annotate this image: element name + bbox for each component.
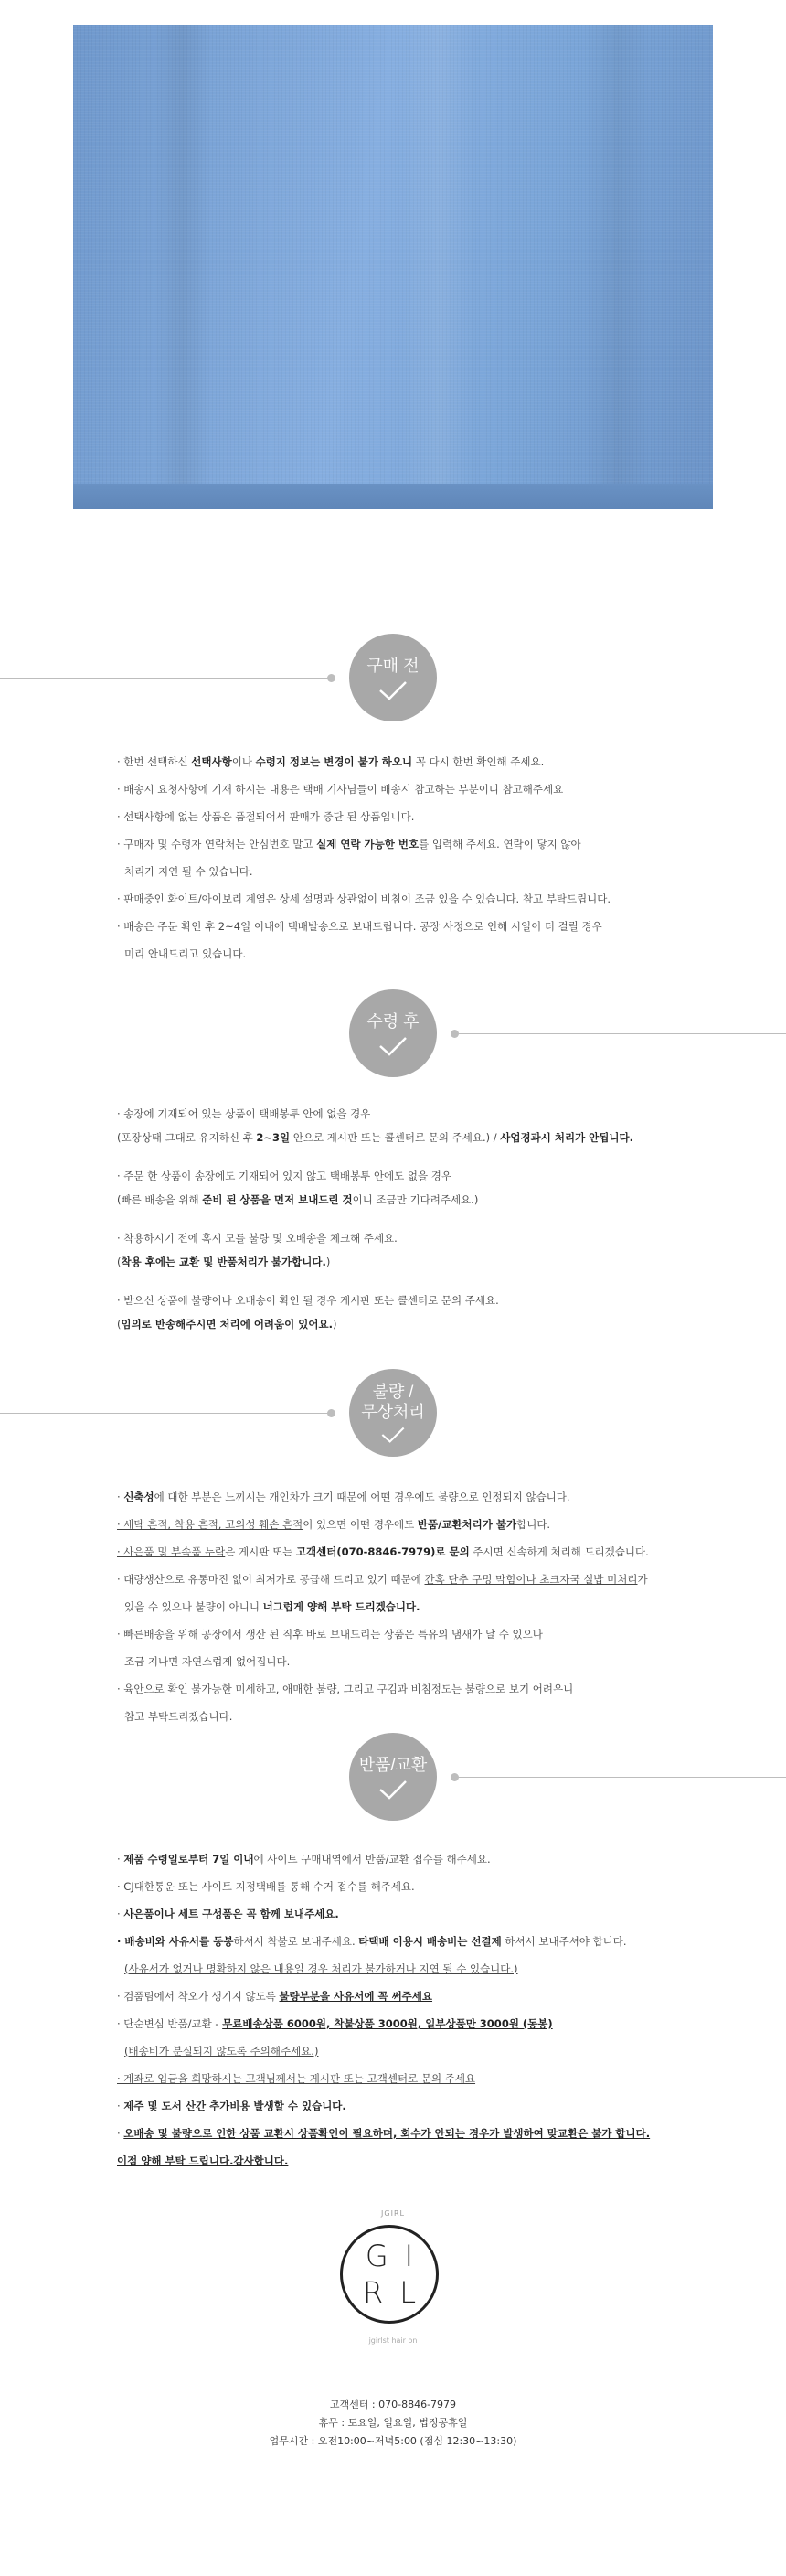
section-title-line1: 불량 / — [372, 1383, 414, 1401]
contact-holidays: 휴무 : 토요일, 일요일, 법정공휴일 — [318, 2417, 468, 2429]
note-line: (배송비가 분실되지 않도록 주의해주세요.) — [124, 2045, 319, 2058]
note-line: (임의로 반송해주시면 처리에 어려움이 있어요.) — [117, 1318, 337, 1331]
note-line: 있을 수 있으나 불량이 아니니 너그럽게 양해 부탁 드리겠습니다. — [124, 1600, 420, 1613]
contact-phone: 고객센터 : 070-8846-7979 — [329, 2399, 457, 2410]
brand-small-text: JGIRL — [381, 2209, 405, 2218]
check-icon — [377, 1426, 409, 1444]
note-line: · 대량생산으로 유통마진 없이 최저가로 공급해 드리고 있기 때문에 간혹 단추 구멍 막힘이나 초크자국 실밥 미처리가 — [117, 1573, 648, 1586]
product-fabric-photo — [73, 25, 713, 509]
section-title: 구매 전 — [366, 657, 420, 675]
note-line: · 배송은 주문 확인 후 2~4일 이내에 택배발송으로 보내드립니다. 공장 사정으로 인해 시일이 더 걸릴 경우 — [117, 920, 602, 933]
contact-hours: 업무시간 : 오전10:00~저녁5:00 (점심 12:30~13:30) — [269, 2435, 517, 2447]
check-icon — [377, 1779, 409, 1801]
note-line: · 사은품 및 부속품 누락은 게시판 또는 고객센터(070-8846-7979)로 문의 주시면 신속하게 처리해 드리겠습니다. — [117, 1545, 649, 1558]
note-line: · 제품 수령일로부터 7일 이내에 사이트 구매내역에서 반품/교환 접수를 해주세요. — [117, 1853, 491, 1865]
note-line: · CJ대한통운 또는 사이트 지정택배를 통해 수거 접수를 해주세요. — [117, 1880, 415, 1893]
note-line: (포장상태 그대로 유지하신 후 2~3일 안으로 게시판 또는 콜센터로 문의 주세요.) / 사업경과시 처리가 안됩니다. — [117, 1131, 633, 1144]
section-title-line2: 무상처리 — [361, 1403, 425, 1421]
note-line: · 제주 및 도서 산간 추가비용 발생할 수 있습니다. — [117, 2100, 346, 2112]
note-line: · 한번 선택하신 선택사항이나 수령지 정보는 변경이 불가 하오니 꼭 다시 한번 확인해 주세요. — [117, 755, 545, 768]
divider-dot — [327, 674, 335, 682]
divider-dot — [451, 1773, 459, 1781]
section-title: 반품/교환 — [358, 1756, 428, 1774]
note-line: · 신축성에 대한 부분은 느끼시는 개인차가 크기 때문에 어떤 경우에도 불량으로 인정되지 않습니다. — [117, 1491, 570, 1503]
section-title: 수령 후 — [366, 1012, 420, 1031]
note-line: · 사은품이나 세트 구성품은 꼭 함께 보내주세요. — [117, 1908, 339, 1920]
divider-line — [0, 678, 331, 679]
note-line: · 육안으로 확인 불가능한 미세하고, 애매한 불량, 그리고 구김과 비침정도는 불량으로 보기 어려우니 — [117, 1683, 574, 1695]
brand-tagline: jgirlst hair on — [368, 2336, 418, 2345]
return-exchange-notes — [117, 1845, 702, 2175]
note-line: · 판매중인 화이트/아이보리 계열은 상세 설명과 상관없이 비침이 조금 있을 수 있습니다. 참고 부탁드립니다. — [117, 893, 611, 905]
note-line: 조금 지나면 자연스럽게 없어집니다. — [124, 1655, 291, 1668]
section-badge-after-receipt — [349, 989, 437, 1077]
note-line: 참고 부탁드리겠습니다. — [124, 1710, 233, 1723]
contact-info — [0, 2396, 786, 2451]
before-purchase-notes — [117, 748, 702, 967]
note-line: · 계좌로 입금을 희망하시는 고객님께서는 게시판 또는 고객센터로 문의 주세요 — [117, 2072, 476, 2085]
note-line: · 받으신 상품에 불량이나 오배송이 확인 될 경우 게시판 또는 콜센터로 문의 주세요. — [117, 1294, 499, 1307]
note-line: · 선택사항에 없는 상품은 품절되어서 판매가 중단 된 상품입니다. — [117, 810, 415, 823]
note-line: 미리 안내드리고 있습니다. — [124, 947, 247, 960]
check-icon — [377, 679, 409, 701]
divider-dot — [327, 1409, 335, 1417]
note-line: · 배송시 요청사항에 기재 하시는 내용은 택배 기사님들이 배송시 참고하는 부분이니 참고해주세요 — [117, 783, 564, 796]
brand-logo — [340, 2225, 439, 2324]
note-line: · 오배송 및 불량으로 인한 상품 교환시 상품확인이 필요하며, 회수가 안되는 경우가 발생하여 맞교환은 불가 합니다. — [117, 2127, 651, 2140]
section-badge-before-purchase — [349, 634, 437, 721]
note-line: (빠른 배송을 위해 준비 된 상품을 먼저 보내드린 것이니 조금만 기다려주세요.) — [117, 1193, 479, 1206]
divider-dot — [451, 1030, 459, 1038]
note-line: · 배송비와 사유서를 동봉하셔서 착불로 보내주세요. 타택배 이용시 배송비는 선결제 하셔서 보내주셔야 합니다. — [117, 1935, 627, 1948]
section-badge-defect — [349, 1369, 437, 1457]
defect-notes — [117, 1483, 702, 1730]
after-receipt-notes — [117, 1102, 702, 1336]
divider-line — [0, 1413, 331, 1414]
note-line: · 송장에 기재되어 있는 상품이 택배봉투 안에 없을 경우 — [117, 1107, 371, 1120]
note-line: · 단순변심 반품/교환 - 무료배송상품 6000원, 착불상품 3000원, 일부상품만 3000원 (동봉) — [117, 2017, 553, 2030]
logo-line1: GI — [365, 2239, 430, 2273]
note-line: 이점 양해 부탁 드립니다.감사합니다. — [117, 2154, 289, 2167]
note-line: · 착용하시기 전에 혹시 모를 불량 및 오배송을 체크해 주세요. — [117, 1232, 398, 1245]
note-line: (사유서가 없거나 명확하지 않은 내용일 경우 처리가 불가하거나 지연 될 수 있습니다.) — [124, 1962, 518, 1975]
logo-line2: RL — [362, 2275, 433, 2310]
note-line: · 주문 한 상품이 송장에도 기재되어 있지 않고 택배봉투 안에도 없을 경우 — [117, 1170, 452, 1182]
note-line: · 구매자 및 수령자 연락처는 안심번호 말고 실제 연락 가능한 번호를 입력해 주세요. 연락이 닿지 않아 — [117, 838, 581, 850]
check-icon — [377, 1035, 409, 1057]
note-line: · 세탁 흔적, 착용 흔적, 고의성 훼손 흔적이 있으면 어떤 경우에도 반품/교환처리가 불가합니다. — [117, 1518, 551, 1531]
note-line: · 빠른배송을 위해 공장에서 생산 된 직후 바로 보내드리는 상품은 특유의 냄새가 날 수 있으나 — [117, 1628, 543, 1641]
note-line: · 검품팀에서 착오가 생기지 않도록 불량부분을 사유서에 꼭 써주세요 — [117, 1990, 433, 2003]
section-badge-return-exchange — [349, 1733, 437, 1821]
divider-line — [455, 1033, 786, 1034]
note-line: 처리가 지연 될 수 있습니다. — [124, 865, 253, 878]
divider-line — [455, 1777, 786, 1778]
note-line: (착용 후에는 교환 및 반품처리가 불가합니다.) — [117, 1256, 331, 1268]
